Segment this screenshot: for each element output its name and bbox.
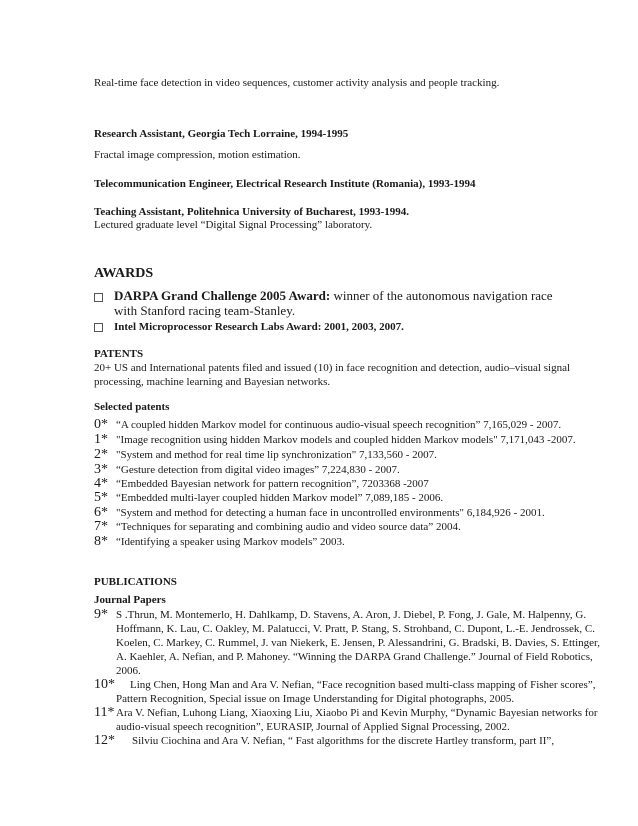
publication-num: 11* — [94, 705, 115, 720]
patent-num: 3* — [94, 462, 108, 477]
selected-patents-heading: Selected patents — [94, 401, 170, 413]
publications-heading: PUBLICATIONS — [94, 576, 177, 588]
patents-heading: PATENTS — [94, 348, 144, 360]
publication-item-9-line-2: Hoffmann, K. Lau, C. Oakley, M. Palatucci, V. Pratt, P. Stang, S. Strohband, C. Dupont, L.-E. Jendrossek, C. — [116, 623, 595, 635]
patent-item: “Techniques for separating and combining audio and video source data” 2004. — [116, 521, 461, 533]
publication-item-11-line-1: Ara V. Nefian, Luhong Liang, Xiaoxing Liu, Xiaobo Pi and Kevin Murphy, “Dynamic Bayesian networks for — [116, 707, 598, 719]
patent-item: "Image recognition using hidden Markov models and coupled hidden Markov models" 7,171,043 -2007. — [116, 434, 576, 446]
patent-item: "System and method for real time lip synchronization" 7,133,560 - 2007. — [116, 449, 437, 461]
experience-desc-3: Lectured graduate level “Digital Signal Processing” laboratory. — [94, 219, 373, 231]
publication-item-10-line-1: Ling Chen, Hong Man and Ara V. Nefian, “Face recognition based multi-class mapping of Fisher scores”, — [130, 679, 596, 691]
patent-num: 4* — [94, 476, 108, 491]
experience-title-2: Telecommunication Engineer, Electrical Research Institute (Romania), 1993-1994 — [94, 178, 476, 190]
experience-desc-1: Fractal image compression, motion estimation. — [94, 149, 301, 161]
checkbox-bullet-icon — [94, 293, 103, 302]
award-item-2: Intel Microprocessor Research Labs Award: 2001, 2003, 2007. — [114, 321, 404, 333]
patent-num: 2* — [94, 447, 108, 462]
patent-num: 1* — [94, 432, 108, 447]
experience-title-1: Research Assistant, Georgia Tech Lorraine, 1994-1995 — [94, 128, 349, 140]
award-item-1 — [114, 288, 553, 304]
patent-item: “Identifying a speaker using Markov models” 2003. — [116, 536, 345, 548]
checkbox-bullet-icon — [94, 323, 103, 332]
patents-desc-line-2: processing, machine learning and Bayesian networks. — [94, 376, 331, 388]
publication-item-9-line-4: A. Kaehler, A. Nefian, and P. Mahoney. “Winning the DARPA Grand Challenge.” Journal of Field Robotics, — [116, 651, 593, 663]
publication-item-11-line-2: audio-visual speech recognition”, EURASIP, Journal of Applied Signal Processing, 2002. — [116, 721, 510, 733]
publication-item-9-line-5: 2006. — [116, 665, 141, 677]
patent-num: 0* — [94, 417, 108, 432]
publication-item-12-line-1: Silviu Ciochina and Ara V. Nefian, “ Fast algorithms for the discrete Hartley transform, part II”, — [132, 735, 555, 747]
award-item-1-continuation: with Stanford racing team-Stanley. — [114, 303, 296, 318]
patents-desc-line-1: 20+ US and International patents filed and issued (10) in face recognition and detection, audio–visual signal — [94, 362, 571, 374]
awards-heading: AWARDS — [94, 266, 154, 281]
experience-title-3: Teaching Assistant, Politehnica University of Bucharest, 1993-1994. — [94, 206, 410, 218]
patent-item: “A coupled hidden Markov model for continuous audio-visual speech recognition” 7,165,029 - 2007. — [116, 419, 562, 431]
intro-line: Real-time face detection in video sequences, customer activity analysis and people tracking. — [94, 77, 500, 89]
patent-num: 8* — [94, 534, 108, 549]
publication-item-10-line-2: Pattern Recognition, Special issue on Image Understanding for Digital photographs, 2005. — [116, 693, 515, 705]
publication-num: 12* — [94, 733, 115, 748]
journal-papers-heading: Journal Papers — [94, 594, 166, 606]
patent-item: “Embedded multi-layer coupled hidden Markov model” 7,089,185 - 2006. — [116, 492, 444, 504]
publication-num: 9* — [94, 607, 108, 622]
patent-item: “Gesture detection from digital video images” 7,224,830 - 2007. — [116, 464, 400, 476]
award-item-1-rest: winner of the autonomous navigation race — [330, 288, 553, 303]
award-item-1-bold: DARPA Grand Challenge 2005 Award: — [114, 288, 331, 303]
publication-num: 10* — [94, 677, 115, 692]
patent-num: 5* — [94, 490, 108, 505]
patent-num: 7* — [94, 519, 108, 534]
patent-item: “Embedded Bayesian network for pattern recognition”, 7203368 -2007 — [116, 478, 429, 490]
publication-item-9-line-3: Koelen, C. Markey, C. Rummel, J. van Niekerk, E. Jensen, P. Alessandrini, G. Bradski, B. Davies, S. Ettinger, — [116, 637, 601, 649]
publication-item-9-line-1: S .Thrun, M. Montemerlo, H. Dahlkamp, D. Stavens, A. Aron, J. Diebel, P. Fong, J. Gale, M. Halpenny, G. — [116, 609, 587, 621]
patent-num: 6* — [94, 505, 108, 520]
patent-item: "System and method for detecting a human face in uncontrolled environments" 6,184,926 - 2001. — [116, 507, 545, 519]
